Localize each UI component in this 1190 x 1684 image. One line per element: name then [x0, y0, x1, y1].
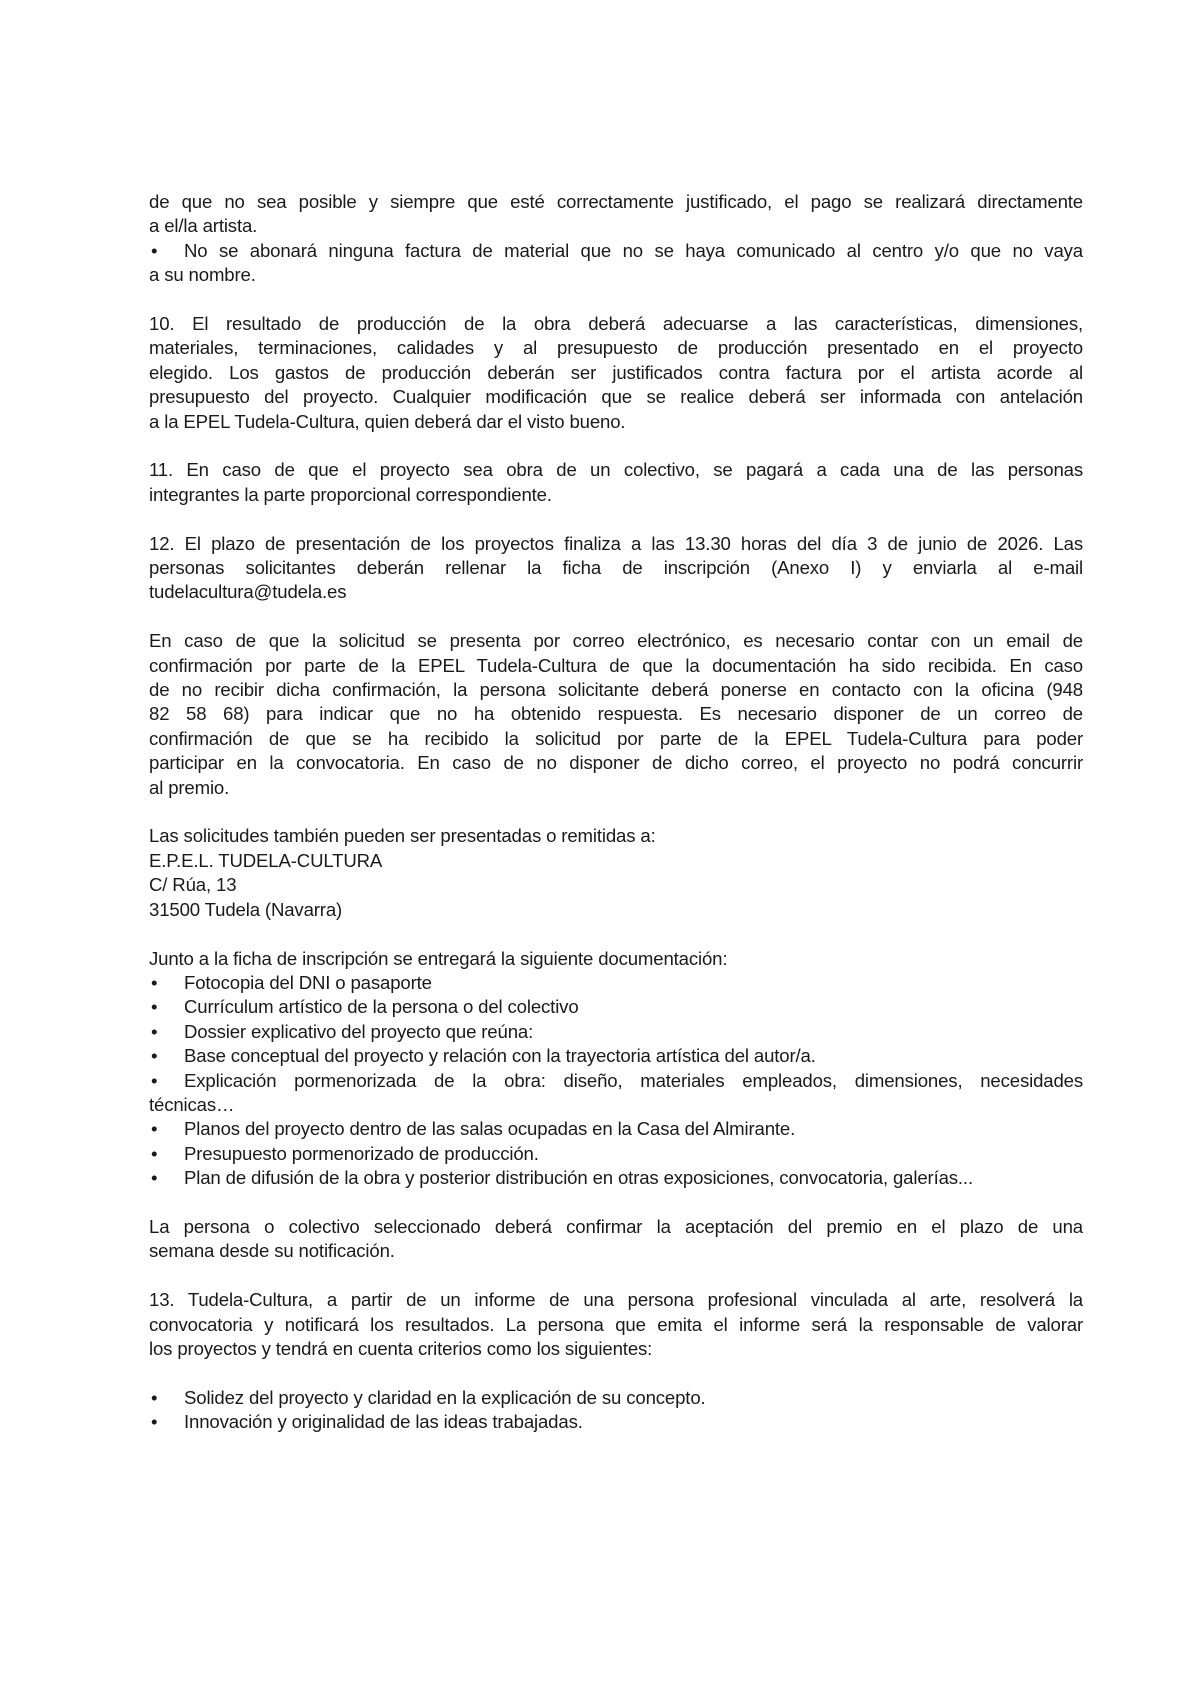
- bullet-icon: •: [151, 1167, 158, 1189]
- text-line: al premio.: [149, 776, 230, 798]
- intro-paragraph: [149, 190, 1083, 239]
- section-11: [149, 458, 1083, 507]
- text-line: materiales, terminaciones, calidades y al presupuesto de producción presentado en el proyecto: [149, 337, 1083, 359]
- bullet-item: • Base conceptual del proyecto y relación con la trayectoria artística del autor/a.: [149, 1044, 1083, 1068]
- bullet-item: • Planos del proyecto dentro de las salas ocupadas en la Casa del Almirante.: [149, 1117, 1083, 1141]
- bullet-item: • Solidez del proyecto y claridad en la explicación de su concepto.: [149, 1386, 1083, 1410]
- bullet-icon: •: [151, 239, 158, 261]
- text-line: de no recibir dicha confirmación, la persona solicitante deberá ponerse en contacto con la oficina (948: [149, 679, 1083, 701]
- bullet-icon: •: [151, 1069, 158, 1091]
- text-line: 13. Tudela-Cultura, a partir de un informe de una persona profesional vinculada al arte, resolverá la: [149, 1289, 1083, 1311]
- bullet-item: • Currículum artístico de la persona o del colectivo: [149, 995, 1083, 1019]
- text-line: La persona o colectivo seleccionado deberá confirmar la aceptación del premio en el plazo de una: [149, 1215, 1083, 1237]
- bullet-icon: •: [151, 1411, 158, 1433]
- address-block: [149, 824, 1083, 922]
- email-link-line: [149, 580, 1083, 604]
- text-line: confirmación por parte de la EPEL Tudela-Cultura de que la documentación ha sido recibida. En caso: [149, 654, 1083, 676]
- address-name: E.P.E.L. TUDELA-CULTURA: [149, 849, 383, 871]
- text-line: 11. En caso de que el proyecto sea obra de un colectivo, se pagará a cada una de las personas: [149, 459, 1083, 481]
- documentation-intro: Junto a la ficha de inscripción se entregará la siguiente documentación:: [149, 947, 728, 969]
- bullet-item: • Plan de difusión de la obra y posterior distribución en otras exposiciones, convocatoria, galerías...: [149, 1166, 1083, 1190]
- bullet-item: • Presupuesto pormenorizado de producción.: [149, 1142, 1083, 1166]
- criteria-list: [149, 1386, 1083, 1435]
- text-line: integrantes la parte proporcional correspondiente.: [149, 483, 552, 505]
- text-line: En caso de que la solicitud se presenta por correo electrónico, es necesario contar con un email de: [149, 630, 1083, 652]
- bullet-item: • Dossier explicativo del proyecto que reúna:: [149, 1020, 1083, 1044]
- text-line: convocatoria y notificará los resultados. La persona que emita el informe será la responsable de valorar: [149, 1313, 1083, 1335]
- bullet-item: • Fotocopia del DNI o pasaporte: [149, 971, 1083, 995]
- address-city: 31500 Tudela (Navarra): [149, 898, 343, 920]
- bullet-icon: •: [151, 996, 158, 1018]
- text-line: 12. El plazo de presentación de los proyectos finaliza a las 13.30 horas del día 3 de junio de 2026. Las: [149, 532, 1083, 554]
- text-line: presupuesto del proyecto. Cualquier modificación que se realice deberá ser informada con antelación: [149, 386, 1083, 408]
- intro-bullet: [149, 239, 1083, 288]
- bullet-item: • No se abonará ninguna factura de material que no se haya comunicado al centro y/o que no vaya: [149, 239, 1083, 263]
- text-line: participar en la convocatoria. En caso de no disponer de dicho correo, el proyecto no podrá concurrir: [149, 752, 1083, 774]
- bullet-icon: •: [151, 1020, 158, 1042]
- acceptance-paragraph: [149, 1215, 1083, 1264]
- bullet-icon: •: [151, 1142, 158, 1164]
- bullet-icon: •: [151, 1118, 158, 1140]
- text-line: los proyectos y tendrá en cuenta criterios como los siguientes:: [149, 1337, 653, 1359]
- bullet-icon: •: [151, 971, 158, 993]
- bullet-icon: •: [151, 1386, 158, 1408]
- bullet-icon: •: [151, 1045, 158, 1067]
- document-page: [149, 190, 1083, 1459]
- email-link[interactable]: tudelacultura@tudela.es: [149, 581, 347, 603]
- bullet-item: • Explicación pormenorizada de la obra: diseño, materiales empleados, dimensiones, necesidades: [149, 1069, 1083, 1093]
- text-line: semana desde su notificación.: [149, 1240, 395, 1262]
- documentation-section: [149, 947, 1083, 1191]
- text-line: a su nombre.: [149, 264, 256, 286]
- text-line: personas solicitantes deberán rellenar la ficha de inscripción (Anexo I) y enviarla al e-mail: [149, 557, 1083, 579]
- address-street: C/ Rúa, 13: [149, 874, 237, 896]
- section-13: [149, 1288, 1083, 1361]
- text-line: 82 58 68) para indicar que no ha obtenido respuesta. Es necesario disponer de un correo de: [149, 703, 1083, 725]
- section-10: [149, 312, 1083, 434]
- bullet-item: • Innovación y originalidad de las ideas trabajadas.: [149, 1410, 1083, 1434]
- section-12: [149, 532, 1083, 605]
- address-intro: Las solicitudes también pueden ser presentadas o remitidas a:: [149, 825, 656, 847]
- text-line: elegido. Los gastos de producción deberán ser justificados contra factura por el artista acorde al: [149, 361, 1083, 383]
- text-line: 10. El resultado de producción de la obra deberá adecuarse a las características, dimensiones,: [149, 313, 1083, 335]
- text-line: técnicas…: [149, 1093, 235, 1115]
- text-line: de que no sea posible y siempre que esté correctamente justificado, el pago se realizará directamente: [149, 191, 1083, 212]
- text-line: a la EPEL Tudela-Cultura, quien deberá dar el visto bueno.: [149, 410, 626, 432]
- email-confirmation-paragraph: [149, 629, 1083, 800]
- text-line: a el/la artista.: [149, 215, 258, 237]
- text-line: confirmación de que se ha recibido la solicitud por parte de la EPEL Tudela-Cultura para poder: [149, 727, 1083, 749]
